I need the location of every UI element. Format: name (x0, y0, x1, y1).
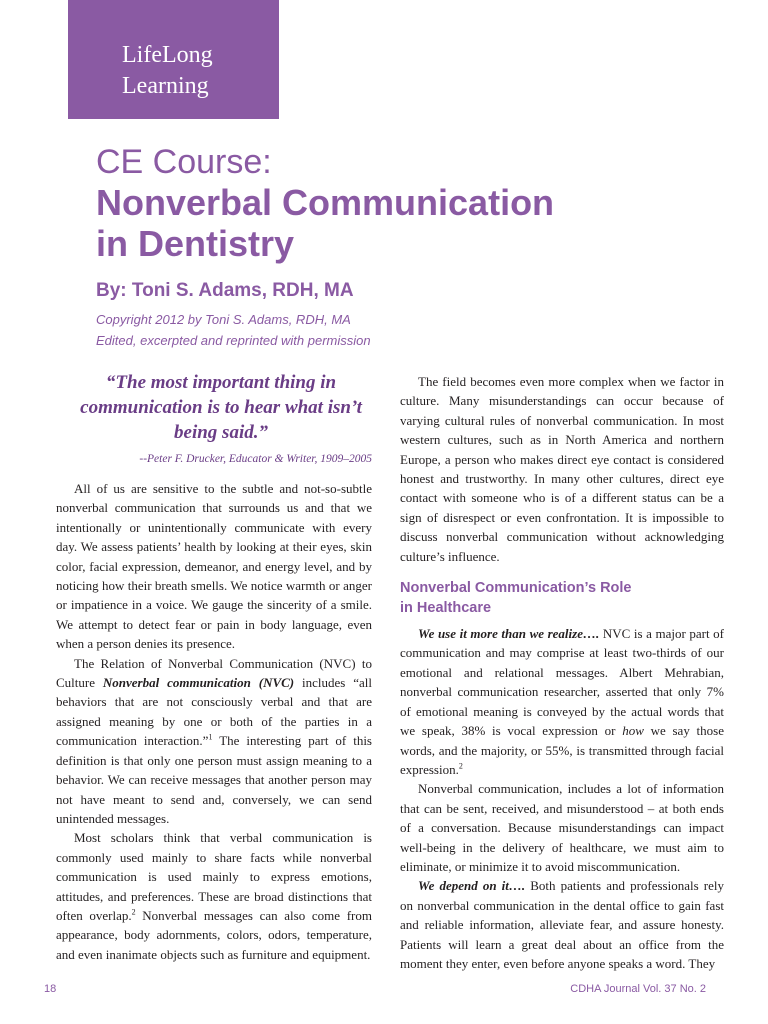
text-run: The interesting part of this definition is that only one person must assign meaning to a behavior. We can receive messages that another person may not have meant to send and, conversely, we can send unintended messages. (56, 733, 372, 826)
paragraph: Nonverbal communication, includes a lot of information that can be sent, received, and misunderstood – at both ends of a conversation. Because misunderstandings can impact well-being in the delivery of healthcare, we must aim to eliminate, or minimize it to avoid miscommunication. (400, 781, 724, 874)
page-title-line-1: Nonverbal Communication (96, 182, 555, 223)
page-title-line-2: in Dentistry (96, 223, 295, 264)
left-column (56, 370, 372, 964)
paragraph (400, 624, 724, 779)
text-run: Most scholars think that verbal communication is commonly used mainly to share facts while nonverbal communication is used mainly to express emotions, attitudes, and preferences. These are broad distinctions that often overlap. (56, 830, 372, 923)
tab-line-2: Learning (122, 73, 209, 99)
text-run: we say those words, and the majority, or 55%, is transmitted through facial expression. (400, 723, 724, 777)
right-column (400, 372, 724, 973)
footnote-ref: 2 (458, 761, 463, 771)
text-run: The Relation of Nonverbal Communication (NVC) to Culture (56, 655, 372, 691)
text-run: NVC is a major part of communication and may comprise at least two-thirds of our emotional and relational messages. Albert Mehrabian, nonverbal communication researcher, asserted that only 7% of emotional meaning is conveyed by the actual words that we speak, 38% is vocal expression or (400, 626, 724, 739)
page-number: 18 (44, 983, 57, 995)
paragraph (400, 876, 724, 973)
text-run: Both patients and professionals rely on nonverbal communication in the dental office to gain fast and reliable information, alleviate fear, and assure honesty. Patients will learn a great deal about an office from the moment they enter, even before anyone speaks a word. They (400, 878, 724, 971)
course-kicker: CE Course: (96, 143, 272, 181)
lead-phrase: We depend on it…. (418, 878, 526, 894)
paragraph (56, 828, 372, 964)
text-run: includes “all behaviors that are not consciously verbal and that are assigned meaning by one or both of the parties in a communication interaction.” (56, 675, 372, 749)
title-block (96, 142, 736, 264)
copyright-line: Copyright 2012 by Toni S. Adams, RDH, MA (96, 312, 351, 327)
text-run: Nonverbal messages can also come from appearance, body adornments, colors, odors, temperature, and even inanimate objects such as furniture and equipment. (56, 907, 372, 962)
section-heading-line: Nonverbal Communication’s Role (400, 580, 632, 597)
lead-phrase: We use it more than we realize…. (418, 626, 600, 642)
nvc-term: Nonverbal communication (NVC) (102, 675, 295, 691)
author-byline: By: Toni S. Adams, RDH, MA (96, 280, 354, 301)
lifelong-learning-tab (68, 0, 279, 119)
quote-attribution: --Peter F. Drucker, Educator & Writer, 1909–2005 (139, 453, 372, 465)
paragraph: The field becomes even more complex when we factor in culture. Many misunderstandings can occur because of varying cultural rules of nonverbal communication. In most western cultures, such as in North America and northern Europe, a person who makes direct eye contact is considered honest and trustworthy. In many other cultures, direct eye contact with someone who is of a different status can be a sign of disrespect or even confrontation. It is impossible to discuss nonverbal communication without acknowledging culture’s influence. (400, 374, 724, 564)
footnote-ref: 1 (208, 732, 213, 742)
journal-footer: CDHA Journal Vol. 37 No. 2 (570, 983, 706, 995)
section-heading-line: in Healthcare (400, 600, 492, 617)
pull-quote: “The most important thing in communication is to hear what isn’t being said.” (80, 372, 362, 443)
permission-line: Edited, excerpted and reprinted with permission (96, 333, 371, 348)
paragraph: All of us are sensitive to the subtle and not-so-subtle nonverbal communication that surrounds us and that we intentionally or unintentionally communicate with every day. We assess patients’ health by looking at their eyes, skin color, facial expression, demeanor, and energy level, and by noticing how their breath smells. We notice warmth or anger or impatience in a voice. We gauge the sincerity of a smile. We attempt to detect fear or pain in body language, even when a person denies its presence. (56, 481, 372, 652)
footnote-ref: 2 (131, 907, 136, 917)
paragraph (56, 654, 372, 829)
tab-line-1: LifeLong (122, 42, 213, 68)
emphasis: how (622, 723, 644, 739)
credit-block (96, 309, 371, 351)
section-heading (400, 578, 724, 618)
